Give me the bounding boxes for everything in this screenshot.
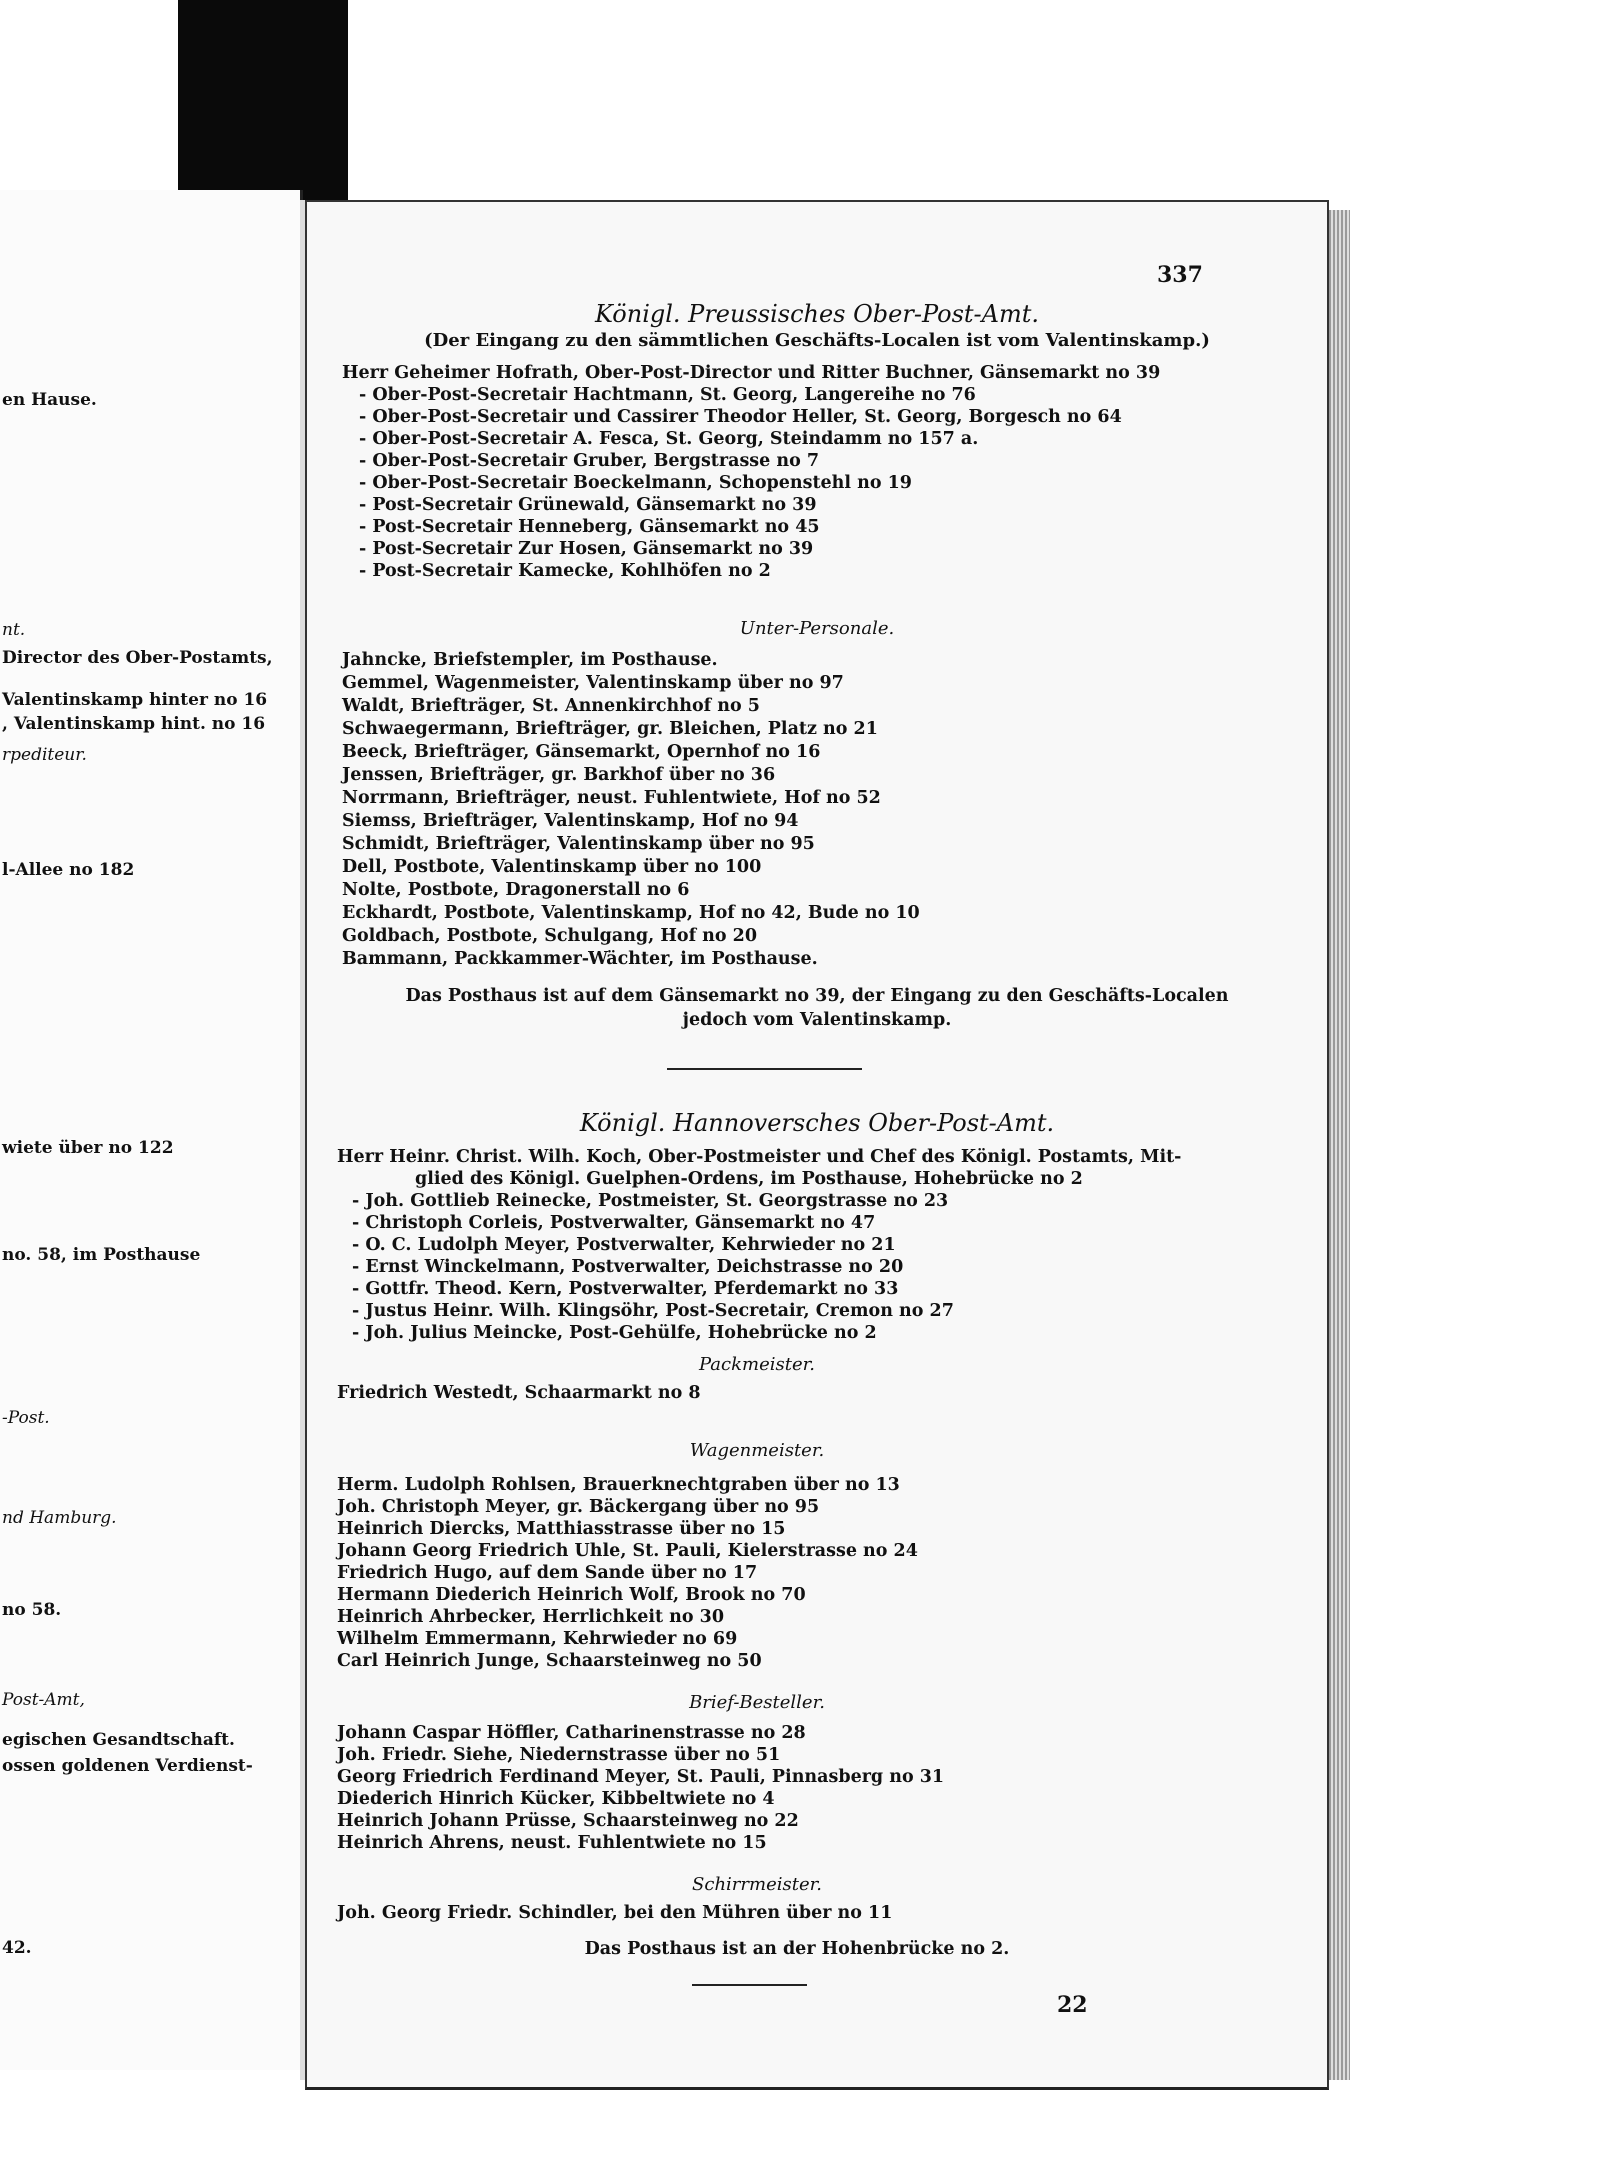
- brief-besteller-heading: Brief-Besteller.: [689, 1692, 825, 1713]
- left-fragment-line: nt.: [2, 620, 26, 640]
- staff-entry: - Gottfr. Theod. Kern, Postverwalter, Pferdemarkt no 33: [352, 1279, 899, 1299]
- list-item: Siemss, Briefträger, Valentinskamp, Hof no 94: [342, 811, 799, 831]
- list-item: Norrmann, Briefträger, neust. Fuhlentwiete, Hof no 52: [342, 788, 881, 808]
- binding-strip: [178, 0, 348, 200]
- schirrmeister-heading: Schirrmeister.: [692, 1874, 822, 1895]
- staff-entry: - Post-Secretair Henneberg, Gänsemarkt no 45: [359, 517, 820, 537]
- staff-entry: - Ober-Post-Secretair A. Fesca, St. Georg, Steindamm no 157 a.: [359, 429, 979, 449]
- list-item: Heinrich Ahrens, neust. Fuhlentwiete no 15: [337, 1833, 767, 1853]
- staff-entry: glied des Königl. Guelphen-Ordens, im Posthause, Hohebrücke no 2: [415, 1169, 1083, 1189]
- signature-mark: 22: [1057, 1992, 1088, 2018]
- list-item: Friedrich Hugo, auf dem Sande über no 17: [337, 1563, 758, 1583]
- staff-entry: - Post-Secretair Kamecke, Kohlhöfen no 2: [359, 561, 771, 581]
- prussian-title: Königl. Preussisches Ober-Post-Amt.: [595, 300, 1039, 328]
- list-item: Heinrich Johann Prüsse, Schaarsteinweg no 22: [337, 1811, 799, 1831]
- hanover-title: Königl. Hannoversches Ober-Post-Amt.: [579, 1109, 1055, 1137]
- left-fragment-line: 42.: [2, 1938, 32, 1958]
- staff-entry: - Ernst Winckelmann, Postverwalter, Deichstrasse no 20: [352, 1257, 904, 1277]
- left-fragment-line: Director des Ober-Postamts,: [2, 648, 273, 668]
- list-item: Schmidt, Briefträger, Valentinskamp über no 95: [342, 834, 815, 854]
- wagenmeister-heading: Wagenmeister.: [689, 1440, 825, 1461]
- list-item: Herm. Ludolph Rohlsen, Brauerknechtgraben über no 13: [337, 1475, 900, 1495]
- list-item: Friedrich Westedt, Schaarmarkt no 8: [337, 1383, 701, 1403]
- staff-entry: - Joh. Gottlieb Reinecke, Postmeister, St. Georgstrasse no 23: [352, 1191, 949, 1211]
- list-item: Waldt, Briefträger, St. Annenkirchhof no 5: [342, 696, 760, 716]
- left-fragment-line: no 58.: [2, 1600, 62, 1620]
- staff-entry: - Ober-Post-Secretair Boeckelmann, Schopenstehl no 19: [359, 473, 912, 493]
- left-fragment-line: -Post.: [2, 1408, 50, 1428]
- list-item: Jenssen, Briefträger, gr. Barkhof über no 36: [342, 765, 776, 785]
- left-page-fragment: [0, 190, 303, 2070]
- staff-entry: - Post-Secretair Zur Hosen, Gänsemarkt no 39: [359, 539, 814, 559]
- prussian-posthaus-note: Das Posthaus ist auf dem Gänsemarkt no 39, der Eingang zu den Geschäfts-Localen: [405, 986, 1229, 1006]
- list-item: Johann Caspar Höffler, Catharinenstrasse no 28: [337, 1723, 806, 1743]
- prussian-posthaus-note-continued: jedoch vom Valentinskamp.: [682, 1010, 952, 1030]
- list-item: Wilhelm Emmermann, Kehrwieder no 69: [337, 1629, 738, 1649]
- list-item: Heinrich Ahrbecker, Herrlichkeit no 30: [337, 1607, 725, 1627]
- list-item: Bammann, Packkammer-Wächter, im Posthause.: [342, 949, 818, 969]
- list-item: Dell, Postbote, Valentinskamp über no 100: [342, 857, 762, 877]
- staff-entry: Herr Geheimer Hofrath, Ober-Post-Director und Ritter Buchner, Gänsemarkt no 39: [342, 363, 1161, 383]
- staff-entry: - Post-Secretair Grünewald, Gänsemarkt no 39: [359, 495, 817, 515]
- staff-entry: Herr Heinr. Christ. Wilh. Koch, Ober-Postmeister und Chef des Königl. Postamts, Mit-: [337, 1147, 1182, 1167]
- left-fragment-line: no. 58, im Posthause: [2, 1245, 201, 1265]
- left-fragment-line: wiete über no 122: [2, 1138, 174, 1158]
- staff-entry: - Christoph Corleis, Postverwalter, Gänsemarkt no 47: [352, 1213, 876, 1233]
- list-item: Schwaegermann, Briefträger, gr. Bleichen, Platz no 21: [342, 719, 878, 739]
- list-item: Johann Georg Friedrich Uhle, St. Pauli, Kielerstrasse no 24: [337, 1541, 918, 1561]
- left-fragment-line: nd Hamburg.: [2, 1508, 117, 1528]
- unter-personale-heading: Unter-Personale.: [739, 618, 895, 639]
- staff-entry: - Joh. Julius Meincke, Post-Gehülfe, Hohebrücke no 2: [352, 1323, 877, 1343]
- left-fragment-line: Valentinskamp hinter no 16: [2, 690, 268, 710]
- list-item: Jahncke, Briefstempler, im Posthause.: [342, 650, 718, 670]
- list-item: Joh. Friedr. Siehe, Niedernstrasse über no 51: [337, 1745, 781, 1765]
- staff-entry: - Ober-Post-Secretair Hachtmann, St. Georg, Langereihe no 76: [359, 385, 976, 405]
- left-fragment-line: , Valentinskamp hint. no 16: [2, 714, 266, 734]
- list-item: Nolte, Postbote, Dragonerstall no 6: [342, 880, 690, 900]
- list-item: Gemmel, Wagenmeister, Valentinskamp über no 97: [342, 673, 844, 693]
- left-fragment-line: egischen Gesandtschaft.: [2, 1730, 235, 1750]
- right-page: [305, 200, 1329, 2090]
- staff-entry: - Justus Heinr. Wilh. Klingsöhr, Post-Secretair, Cremon no 27: [352, 1301, 954, 1321]
- left-fragment-line: en Hause.: [2, 390, 97, 410]
- prussian-subtitle: (Der Eingang zu den sämmtlichen Geschäfts-Localen ist vom Valentinskamp.): [424, 330, 1210, 351]
- list-item: Goldbach, Postbote, Schulgang, Hof no 20: [342, 926, 758, 946]
- section-divider: [667, 1068, 862, 1070]
- left-fragment-line: Post-Amt,: [2, 1690, 85, 1710]
- staff-entry: - Ober-Post-Secretair und Cassirer Theodor Heller, St. Georg, Borgesch no 64: [359, 407, 1122, 427]
- list-item: Hermann Diederich Heinrich Wolf, Brook no 70: [337, 1585, 806, 1605]
- list-item: Carl Heinrich Junge, Schaarsteinweg no 50: [337, 1651, 762, 1671]
- list-item: Heinrich Diercks, Matthiasstrasse über no 15: [337, 1519, 786, 1539]
- list-item: Georg Friedrich Ferdinand Meyer, St. Pauli, Pinnasberg no 31: [337, 1767, 945, 1787]
- list-item: Beeck, Briefträger, Gänsemarkt, Opernhof no 16: [342, 742, 821, 762]
- page-number: 337: [1157, 262, 1203, 288]
- staff-entry: - O. C. Ludolph Meyer, Postverwalter, Kehrwieder no 21: [352, 1235, 896, 1255]
- left-fragment-line: rpediteur.: [2, 745, 87, 765]
- list-item: Joh. Georg Friedr. Schindler, bei den Mühren über no 11: [337, 1903, 893, 1923]
- packmeister-heading: Packmeister.: [699, 1354, 815, 1375]
- list-item: Joh. Christoph Meyer, gr. Bäckergang über no 95: [337, 1497, 820, 1517]
- left-fragment-line: ossen goldenen Verdienst-: [2, 1756, 253, 1776]
- list-item: Diederich Hinrich Kücker, Kibbeltwiete no 4: [337, 1789, 775, 1809]
- section-divider: [692, 1984, 807, 1986]
- left-fragment-line: l-Allee no 182: [2, 860, 135, 880]
- staff-entry: - Ober-Post-Secretair Gruber, Bergstrasse no 7: [359, 451, 820, 471]
- list-item: Eckhardt, Postbote, Valentinskamp, Hof no 42, Bude no 10: [342, 903, 920, 923]
- hanover-posthaus-note: Das Posthaus ist an der Hohenbrücke no 2.: [584, 1939, 1010, 1959]
